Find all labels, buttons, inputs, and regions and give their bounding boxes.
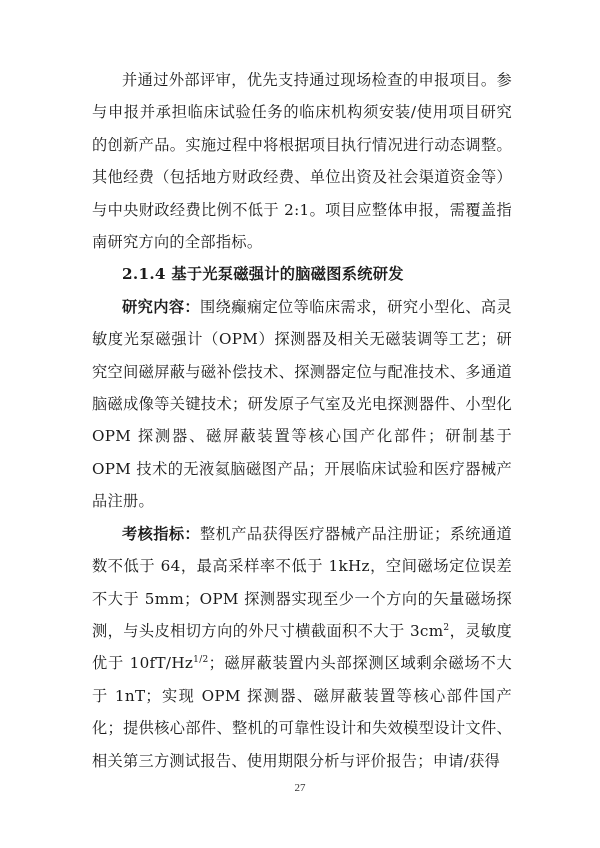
continuation-paragraph: 并通过外部评审，优先支持通过现场检查的申报项目。参与申报并承担临床试验任务的临床机构须安装/使用项目研究的创新产品。实施过程中将根据项目执行情况进行动态调整。其他经费（包括地方财政经费、单位出资及社会渠道资金等）与中央财政经费比例不低于 2:1。项目应整体申报，需覆盖指南研究方向的全部指标。 (92, 71, 512, 252)
assessment-text-part3: ；磁屏蔽装置内头部探测区域剩余磁场不大于 1nT；实现 OPM 探测器、磁屏蔽装置等核心部件国产化；提供核心部件、整机的可靠性设计和失效模型设计文件、相关第三方测试报告、使用期限分析与评价报告；申请/获得 (92, 654, 512, 770)
assessment-text-part1: 整机产品获得医疗器械产品注册证；系统通道数不低于 64，最高采样率不低于 1kHz，空间磁场定位误差不大于 5mm；OPM 探测器实现至少一个方向的矢量磁场探测，与头皮相切方向的外尺寸横截面积不大于 3cm (92, 524, 513, 640)
sensitivity-unit-superscript: 1/2 (193, 655, 209, 666)
area-unit-superscript: 2 (443, 622, 450, 633)
assessment-paragraph (92, 518, 512, 777)
research-content-paragraph (92, 291, 512, 518)
assessment-text-part2: ，灵敏度优于 10fT/Hz (92, 621, 512, 673)
section-heading: 2.1.4 基于光泵磁强计的脑磁图系统研发 (122, 265, 404, 284)
document-body (92, 64, 512, 777)
research-content-label: 研究内容： (122, 297, 201, 316)
research-content-text: 围绕癫痫定位等临床需求，研究小型化、高灵敏度光泵磁强计（OPM）探测器及相关无磁装调等工艺；研究空间磁屏蔽与磁补偿技术、探测器定位与配准技术、多通道脑磁成像等关键技术；研发原子气室及光电探测器件、小型化 OPM 探测器、磁屏蔽装置等核心国产化部件；研制基于 OPM 技术的无液氦脑磁图产品；开展临床试验和医疗器械产品注册。 (92, 297, 513, 511)
page-number: 27 (294, 782, 306, 794)
assessment-label: 考核指标： (122, 524, 201, 543)
